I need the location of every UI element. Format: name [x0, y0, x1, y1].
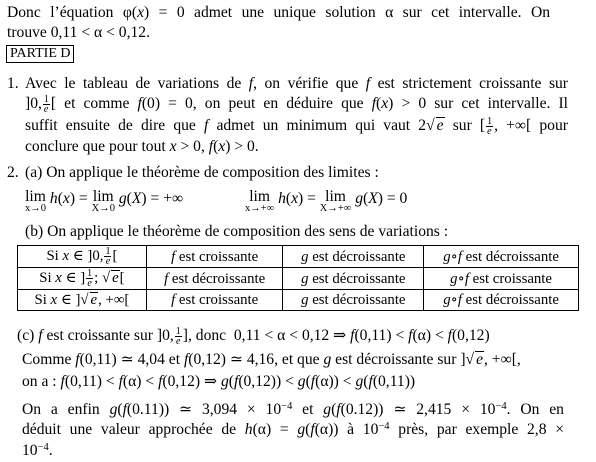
item-2-number: 2. [7, 164, 19, 181]
part-c-line-4: On a enfin g(f(0.11)) ≃ $3,094 \times 10^{-4}$ et g(f(0.12)) ≃ $2,415 \times 10^{-4}$. On en [22, 401, 564, 418]
intro-line-1: Donc l’équation φ(x) = 0 admet une unique solution α sur cet intervalle. On [7, 4, 551, 21]
section-label: PARTIE D [6, 45, 74, 63]
table-row [18, 268, 579, 290]
table-cell: Si x ∈ ]√ e, +∞[ [18, 290, 147, 311]
part-c-line-5: déduit une valeur approchée de h(α) = g(f(α)) à $10^{-4}$ près, par exemple 2,8 × [22, 421, 565, 438]
table-row [18, 290, 579, 311]
item-1-line-2: ]0, $\frac{1}{e}$ [ et comme f(0) = 0, on peut en déduire que f(x) > 0 sur cet intervalle. Il [25, 93, 569, 115]
limit-formula-1: lim x→0 h(x) = lim X→0 g(X) = +∞ [25, 188, 184, 214]
table-cell: Si x ∈ ] $\frac{1}{e}$ ; √ e[ [18, 268, 147, 290]
item-1-line-3: suffit ensuite de dire que f admet un minimum qui vaut 2√ e sur [ $\frac{1}{e}$ , +∞[ pour [25, 115, 568, 137]
table-cell: g est décroissante [283, 290, 424, 311]
limit-formula-2: lim x→+∞ h(x) = lim X→+∞ g(X) = 0 [245, 188, 408, 214]
table-cell: g est décroissante [283, 268, 424, 290]
intro-line-2: trouve 0,11 < α < 0,12. [7, 24, 150, 41]
table-cell: g∘f est croissante [424, 268, 579, 290]
table-cell: f est croissante [146, 290, 283, 311]
item-1-line-1: Avec le tableau de variations de f, on vérifie que f est strictement croissante sur [25, 75, 569, 92]
item-1-number: 1. [7, 75, 19, 92]
item-2b-text: (b) On applique le théorème de composition des sens de variations : [25, 223, 449, 240]
item-1-line-4: conclure que pour tout x > 0, f(x) > 0. [25, 138, 259, 155]
part-c-line-3: on a : f(0,11) < f(α) < f(0,12) ⇒ g(f(0,12)) < g(f(α)) < g(f(0,11)) [22, 373, 416, 390]
table-cell: f est croissante [146, 246, 283, 268]
part-c-line-1: (c) f est croissante sur ]0, $\frac{1}{e}$ ], donc 0,11 < α < 0,12 ⇒ f(0,11) < f(α) < f(0,12) [17, 325, 490, 347]
variation-table [17, 245, 579, 311]
table-cell: g est décroissante [283, 246, 424, 268]
part-c-line-6: $10^{-4}$. [22, 442, 53, 459]
table-row [18, 246, 579, 268]
part-c-line-2: Comme f(0,11) ≃ 4,04 et f(0,12) ≃ 4,16, et que g est décroissante sur ]√ e, +∞[, [22, 351, 521, 368]
table-cell: g∘f est décroissante [424, 290, 579, 311]
item-2a-text: (a) On applique le théorème de composition des limites : [25, 164, 379, 181]
table-cell: g∘f est décroissante [424, 246, 579, 268]
table-cell: Si x ∈ ]0, $\frac{1}{e}$ [ [18, 246, 147, 268]
table-cell: f est décroissante [146, 268, 283, 290]
